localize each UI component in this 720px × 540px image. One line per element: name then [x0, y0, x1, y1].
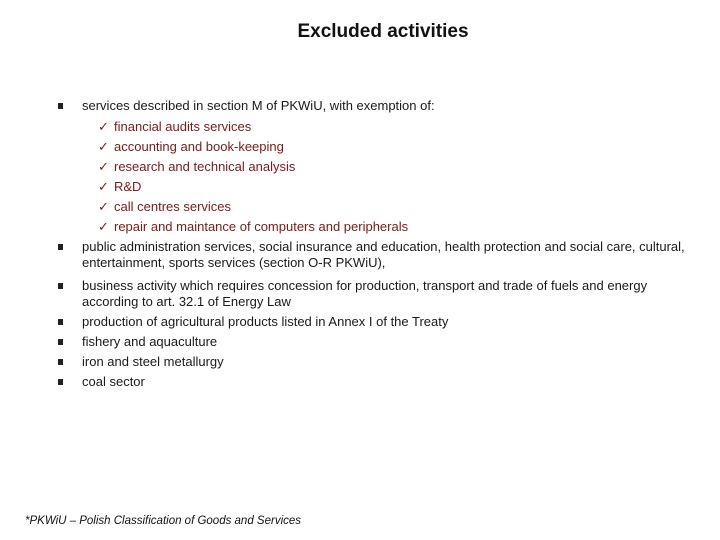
exemption-text: research and technical analysis: [114, 159, 296, 174]
bullet-icon: [58, 283, 63, 289]
exemption-item: [98, 159, 296, 175]
exemption-item: [98, 139, 284, 155]
check-icon: ✓: [98, 159, 109, 174]
list-item: [82, 98, 702, 114]
bullet-icon: [58, 339, 63, 345]
list-item-text: fishery and aquaculture: [82, 334, 218, 349]
footnote: *PKWiU – Polish Classification of Goods and Services: [25, 515, 302, 527]
exemption-item: [98, 119, 252, 135]
list-item-text: public administration services, social insurance and education, health protection and social care, cultural, entertainment, sports services (section O-R PKWiU),: [82, 239, 685, 270]
exemption-item: [98, 199, 232, 215]
check-icon: ✓: [98, 119, 109, 134]
bullet-icon: [58, 319, 63, 325]
list-item: [82, 239, 702, 271]
exemption-item: [98, 179, 142, 195]
check-icon: ✓: [98, 179, 109, 194]
check-icon: ✓: [98, 199, 109, 214]
exemption-text: R&D: [114, 179, 142, 194]
bullet-icon: [58, 379, 63, 385]
list-item: [82, 314, 702, 330]
list-item: [82, 278, 702, 310]
exemption-text: repair and maintance of computers and peripherals: [114, 219, 409, 234]
exemption-text: call centres services: [114, 199, 232, 214]
exemption-item: [98, 219, 409, 235]
list-item: [82, 374, 702, 390]
list-item-text: services described in section M of PKWiU, with exemption of:: [82, 98, 435, 113]
list-item: [82, 354, 702, 370]
list-item-text: business activity which requires concession for production, transport and trade of fuels and energy according to art. 32.1 of Energy Law: [82, 278, 648, 309]
check-icon: ✓: [98, 139, 109, 154]
slide-title: Excluded activities: [297, 21, 469, 42]
exemption-text: financial audits services: [114, 119, 252, 134]
bullet-icon: [58, 244, 63, 250]
bullet-icon: [58, 359, 63, 365]
list-item: [82, 334, 702, 350]
list-item-text: production of agricultural products listed in Annex I of the Treaty: [82, 314, 449, 329]
bullet-icon: [58, 103, 63, 109]
list-item-text: iron and steel metallurgy: [82, 354, 224, 369]
exemption-text: accounting and book-keeping: [114, 139, 284, 154]
check-icon: ✓: [98, 219, 109, 234]
list-item-text: coal sector: [82, 374, 145, 389]
